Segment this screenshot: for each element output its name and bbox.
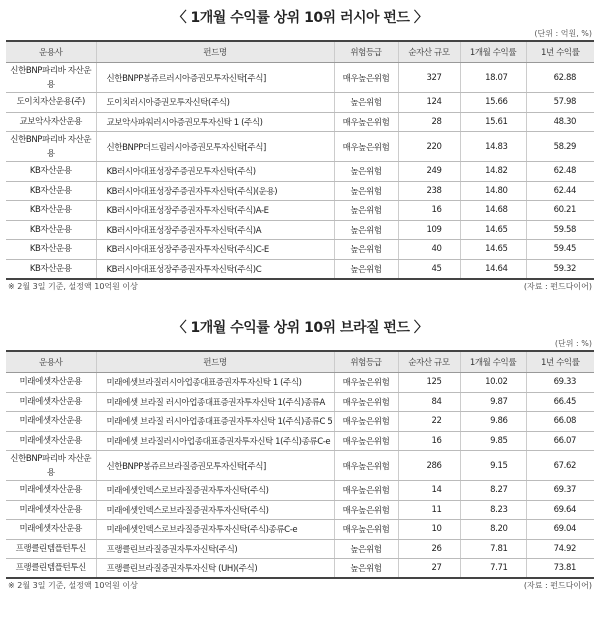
cell-fund-name: 프랭클린브라질증권자투자신탁(주식) — [96, 539, 334, 559]
cell-risk-grade: 매우높은위험 — [334, 412, 398, 432]
cell-1m-return: 14.80 — [460, 181, 526, 201]
brazil-table-title: 〈 1개월 수익률 상위 10위 브라질 펀드 〉 — [172, 320, 428, 336]
header-fund-name: 펀드명 — [96, 351, 334, 373]
table-row — [6, 559, 594, 579]
cell-1m-return: 14.68 — [460, 201, 526, 221]
cell-fund-name: 신한BNPP더드림러시아증권모투자신탁[주식] — [96, 132, 334, 162]
cell-1y-return: 69.33 — [526, 373, 594, 393]
cell-company: 미래에셋자산운용 — [6, 520, 96, 540]
cell-1y-return: 58.29 — [526, 132, 594, 162]
cell-company: KB자산운용 — [6, 181, 96, 201]
cell-1m-return: 9.85 — [460, 431, 526, 451]
cell-fund-name: 프랭클린브라질증권자투자신탁 (UH)(주식) — [96, 559, 334, 579]
table-row — [6, 132, 594, 162]
cell-1y-return: 67.62 — [526, 451, 594, 481]
cell-risk-grade: 매우높은위험 — [334, 373, 398, 393]
russia-footer — [6, 280, 594, 294]
cell-company: 미래에셋자산운용 — [6, 412, 96, 432]
cell-risk-grade: 매우높은위험 — [334, 132, 398, 162]
brazil-note: ※ 2월 3일 기준, 설정액 10억원 이상 — [8, 581, 138, 590]
cell-1m-return: 10.02 — [460, 373, 526, 393]
table-row — [6, 201, 594, 221]
brazil-unit-label: (단위 : %) — [554, 339, 592, 348]
cell-1y-return: 62.44 — [526, 181, 594, 201]
cell-net-assets: 125 — [398, 373, 460, 393]
table-row — [6, 520, 594, 540]
cell-1y-return: 66.45 — [526, 392, 594, 412]
table-row — [6, 539, 594, 559]
table-row — [6, 220, 594, 240]
cell-1y-return: 59.45 — [526, 240, 594, 260]
cell-net-assets: 238 — [398, 181, 460, 201]
header-net-assets: 순자산 규모 — [398, 351, 460, 373]
table-row — [6, 259, 594, 279]
cell-fund-name: KB러시아대표성장주증권자투자신탁(주식)A — [96, 220, 334, 240]
cell-1y-return: 69.64 — [526, 500, 594, 520]
brazil-source: (자료 : 펀드다이어) — [523, 581, 592, 590]
russia-unit-label: (단위 : 억원, %) — [534, 29, 592, 38]
cell-company: 신한BNP파리바 자산운용 — [6, 132, 96, 162]
table-row — [6, 412, 594, 432]
header-net-assets: 순자산 규모 — [398, 41, 460, 63]
cell-net-assets: 84 — [398, 392, 460, 412]
cell-risk-grade: 매우높은위험 — [334, 63, 398, 93]
table-row — [6, 500, 594, 520]
cell-net-assets: 286 — [398, 451, 460, 481]
cell-1m-return: 18.07 — [460, 63, 526, 93]
cell-company: KB자산운용 — [6, 220, 96, 240]
cell-net-assets: 45 — [398, 259, 460, 279]
brazil-table-body — [6, 373, 594, 579]
brazil-header-row — [6, 351, 594, 373]
cell-company: KB자산운용 — [6, 240, 96, 260]
header-1m-return: 1개월 수익률 — [460, 351, 526, 373]
cell-net-assets: 327 — [398, 63, 460, 93]
cell-fund-name: 신한BNPP봉쥬르브라질증권모투자신탁[주식] — [96, 451, 334, 481]
cell-1m-return: 9.87 — [460, 392, 526, 412]
russia-source: (자료 : 펀드다이어) — [523, 281, 592, 291]
cell-1m-return: 14.82 — [460, 162, 526, 182]
cell-1m-return: 8.27 — [460, 481, 526, 501]
header-1m-return: 1개월 수익률 — [460, 41, 526, 63]
cell-fund-name: 미래에셋 브라질 러시아업종대표증권자투자신탁 1(주식)종류A — [96, 392, 334, 412]
table-row — [6, 181, 594, 201]
table-row — [6, 451, 594, 481]
cell-1m-return: 7.71 — [460, 559, 526, 579]
russia-table-body — [6, 63, 594, 279]
russia-header-row — [6, 41, 594, 63]
table-row — [6, 63, 594, 93]
brazil-footer — [6, 579, 594, 593]
russia-table-title: 〈 1개월 수익률 상위 10위 러시아 펀드 〉 — [172, 10, 428, 26]
cell-fund-name: KB러시아대표성장주증권자투자신탁(주식)C — [96, 259, 334, 279]
cell-1y-return: 60.21 — [526, 201, 594, 221]
table-row — [6, 112, 594, 132]
cell-1m-return: 8.23 — [460, 500, 526, 520]
cell-company: KB자산운용 — [6, 162, 96, 182]
cell-1m-return: 7.81 — [460, 539, 526, 559]
cell-net-assets: 220 — [398, 132, 460, 162]
cell-company: 미래에셋자산운용 — [6, 392, 96, 412]
header-fund-name: 펀드명 — [96, 41, 334, 63]
cell-1m-return: 14.65 — [460, 220, 526, 240]
header-company: 운용사 — [6, 41, 96, 63]
cell-fund-name: 미래에셋인덱스로브라질증권자투자신탁(주식)종류C-e — [96, 520, 334, 540]
header-risk-grade: 위험등급 — [334, 351, 398, 373]
cell-risk-grade: 높은위험 — [334, 559, 398, 579]
cell-company: KB자산운용 — [6, 201, 96, 221]
cell-risk-grade: 높은위험 — [334, 259, 398, 279]
cell-risk-grade: 매우높은위험 — [334, 520, 398, 540]
header-risk-grade: 위험등급 — [334, 41, 398, 63]
cell-1y-return: 59.58 — [526, 220, 594, 240]
brazil-section — [6, 318, 594, 593]
cell-1m-return: 14.83 — [460, 132, 526, 162]
cell-risk-grade: 높은위험 — [334, 201, 398, 221]
table-row — [6, 392, 594, 412]
cell-1m-return: 15.66 — [460, 93, 526, 113]
russia-section — [6, 8, 594, 294]
cell-1y-return: 66.07 — [526, 431, 594, 451]
cell-net-assets: 28 — [398, 112, 460, 132]
cell-company: 프랭클린템플턴투신 — [6, 539, 96, 559]
cell-fund-name: KB러시아대표성장주증권모투자신탁(주식) — [96, 162, 334, 182]
cell-1y-return: 62.48 — [526, 162, 594, 182]
cell-net-assets: 11 — [398, 500, 460, 520]
cell-net-assets: 14 — [398, 481, 460, 501]
cell-1y-return: 74.92 — [526, 539, 594, 559]
cell-fund-name: 미래에셋인덱스로브라질증권자투자신탁(주식) — [96, 481, 334, 501]
cell-1y-return: 57.98 — [526, 93, 594, 113]
cell-1y-return: 62.88 — [526, 63, 594, 93]
cell-1y-return: 48.30 — [526, 112, 594, 132]
cell-1y-return: 59.32 — [526, 259, 594, 279]
table-row — [6, 240, 594, 260]
cell-1y-return: 73.81 — [526, 559, 594, 579]
cell-risk-grade: 매우높은위험 — [334, 431, 398, 451]
cell-net-assets: 249 — [398, 162, 460, 182]
cell-company: 신한BNP파리바 자산운용 — [6, 451, 96, 481]
cell-net-assets: 109 — [398, 220, 460, 240]
cell-company: 미래에셋자산운용 — [6, 481, 96, 501]
cell-risk-grade: 높은위험 — [334, 220, 398, 240]
cell-company: 미래에셋자산운용 — [6, 373, 96, 393]
cell-1y-return: 69.37 — [526, 481, 594, 501]
cell-net-assets: 16 — [398, 201, 460, 221]
cell-net-assets: 40 — [398, 240, 460, 260]
cell-risk-grade: 매우높은위험 — [334, 392, 398, 412]
cell-risk-grade: 높은위험 — [334, 93, 398, 113]
cell-risk-grade: 매우높은위험 — [334, 500, 398, 520]
cell-company: 도이치자산운용(주) — [6, 93, 96, 113]
cell-risk-grade: 높은위험 — [334, 181, 398, 201]
cell-company: 미래에셋자산운용 — [6, 500, 96, 520]
cell-company: KB자산운용 — [6, 259, 96, 279]
cell-company: 교보악사자산운용 — [6, 112, 96, 132]
cell-fund-name: KB러시아대표성장주증권자투자신탁(주식)C-E — [96, 240, 334, 260]
russia-fund-table — [6, 40, 594, 280]
header-1y-return: 1년 수익률 — [526, 41, 594, 63]
cell-risk-grade: 높은위험 — [334, 240, 398, 260]
header-1y-return: 1년 수익률 — [526, 351, 594, 373]
cell-risk-grade: 매우높은위험 — [334, 451, 398, 481]
russia-note: ※ 2월 3일 기준, 설정액 10억원 이상 — [8, 281, 138, 291]
cell-fund-name: 교보악사파워러시아증권모투자신탁 1 (주식) — [96, 112, 334, 132]
cell-company: 미래에셋자산운용 — [6, 431, 96, 451]
cell-net-assets: 26 — [398, 539, 460, 559]
cell-fund-name: 미래에셋브라질러시아업종대표증권자투자신탁 1 (주식) — [96, 373, 334, 393]
cell-net-assets: 10 — [398, 520, 460, 540]
cell-fund-name: KB러시아대표성장주증권자투자신탁(주식)(운용) — [96, 181, 334, 201]
cell-1m-return: 9.86 — [460, 412, 526, 432]
cell-net-assets: 27 — [398, 559, 460, 579]
cell-risk-grade: 높은위험 — [334, 539, 398, 559]
cell-fund-name: 신한BNPP봉쥬르러시아증권모투자신탁[주식] — [96, 63, 334, 93]
table-row — [6, 373, 594, 393]
cell-1y-return: 66.08 — [526, 412, 594, 432]
cell-fund-name: 미래에셋인덱스로브라질증권자투자신탁(주식) — [96, 500, 334, 520]
table-row — [6, 162, 594, 182]
cell-company: 신한BNP파리바 자산운용 — [6, 63, 96, 93]
cell-risk-grade: 매우높은위험 — [334, 112, 398, 132]
cell-net-assets: 124 — [398, 93, 460, 113]
cell-1y-return: 69.04 — [526, 520, 594, 540]
table-row — [6, 481, 594, 501]
cell-fund-name: 미래에셋 브라질러시아업종대표증권자투자신탁 1(주식)종류C-e — [96, 431, 334, 451]
cell-fund-name: KB러시아대표성장주증권자투자신탁(주식)A-E — [96, 201, 334, 221]
header-company: 운용사 — [6, 351, 96, 373]
cell-risk-grade: 매우높은위험 — [334, 481, 398, 501]
table-row — [6, 93, 594, 113]
cell-1m-return: 9.15 — [460, 451, 526, 481]
cell-net-assets: 22 — [398, 412, 460, 432]
cell-company: 프랭클린템플턴투신 — [6, 559, 96, 579]
cell-fund-name: 도이치러시아증권모투자신탁(주식) — [96, 93, 334, 113]
table-row — [6, 431, 594, 451]
cell-1m-return: 14.65 — [460, 240, 526, 260]
cell-1m-return: 15.61 — [460, 112, 526, 132]
cell-fund-name: 미래에셋 브라질 러시아업종대표증권자투자신탁 1(주식)종류C 5 — [96, 412, 334, 432]
cell-1m-return: 8.20 — [460, 520, 526, 540]
brazil-fund-table — [6, 350, 594, 579]
cell-risk-grade: 높은위험 — [334, 162, 398, 182]
cell-net-assets: 16 — [398, 431, 460, 451]
cell-1m-return: 14.64 — [460, 259, 526, 279]
